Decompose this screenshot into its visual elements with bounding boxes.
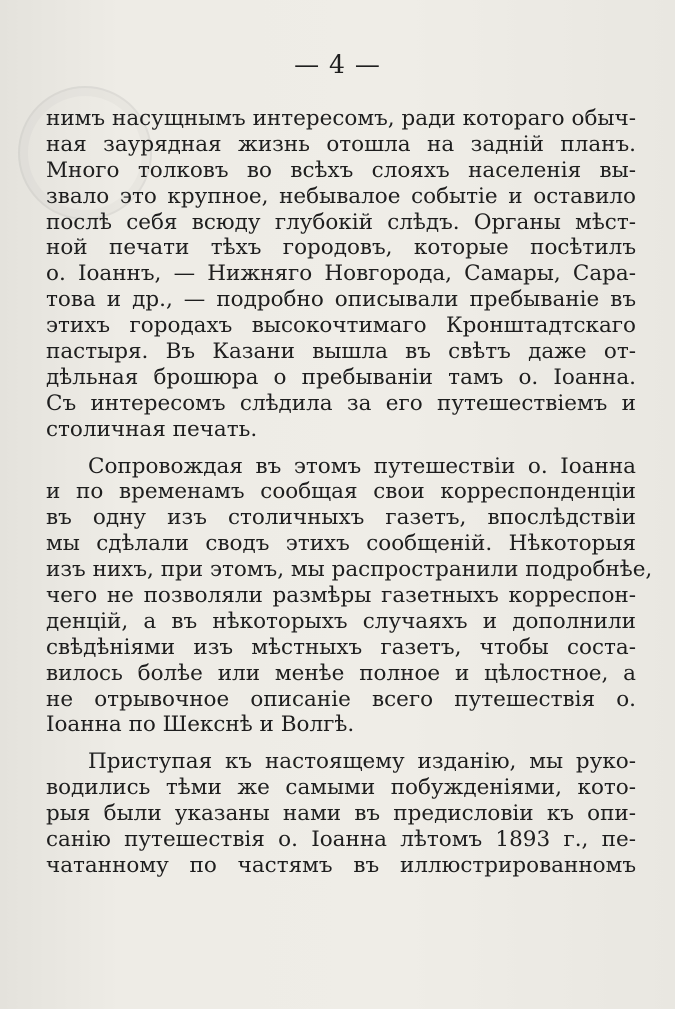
text-line: изъ нихъ, при этомъ, мы распространили подробнѣе,	[46, 557, 653, 583]
text-line: пастыря. Въ Казани вышла въ свѣтъ даже от-	[46, 339, 636, 365]
text-line: чего не позволяли размѣры газетныхъ корреспон-	[46, 583, 636, 609]
text-line: въ одну изъ столичныхъ газетъ, впослѣдствіи	[46, 505, 636, 531]
text-line: чатанному по частямъ въ иллюстрированномъ	[46, 852, 636, 878]
text-line: рыя были указаны нами въ предисловіи къ опи-	[46, 801, 636, 827]
text-line: ной печати тѣхъ городовъ, которые посѣтилъ	[46, 235, 636, 261]
text-line: и по временамъ сообщая свои корреспонденціи	[46, 479, 636, 505]
text-line: дѣльная брошюра о пребываніи тамъ о. Іоанна.	[46, 364, 636, 390]
text-line: столичная печать.	[46, 416, 258, 442]
page-body-text	[46, 106, 653, 879]
paragraph-gap	[46, 443, 636, 454]
text-line: этихъ городахъ высокочтимаго Кронштадтскаго	[46, 313, 636, 339]
text-line: послѣ себя всюду глубокій слѣдъ. Органы мѣст-	[46, 209, 636, 235]
text-line: водились тѣми же самыми побужденіями, кото-	[46, 775, 636, 801]
text-line: Приступая къ настоящему изданію, мы руко-	[88, 749, 636, 775]
text-line: санію путешествія о. Іоанна лѣтомъ 1893 г., пе-	[46, 827, 636, 853]
text-line: Іоанна по Шекснѣ и Волгѣ.	[46, 712, 355, 738]
text-line: Съ интересомъ слѣдила за его путешествіемъ и	[46, 390, 636, 416]
text-line: о. Іоаннъ, — Нижняго Новгорода, Самары, Сара-	[46, 261, 636, 287]
text-line: нимъ насущнымъ интересомъ, ради котораго обыч-	[46, 106, 636, 131]
text-line: не отрывочное описаніе всего путешествія о.	[46, 686, 636, 712]
text-line: звало это крупное, небывалое событіе и оставило	[46, 183, 636, 209]
paragraph-gap	[46, 738, 636, 749]
text-line: мы сдѣлали сводъ этихъ сообщеній. Нѣкоторыя	[46, 531, 636, 557]
text-line: това и др., — подробно описывали пребываніе въ	[46, 287, 636, 313]
page-number: — 4 —	[294, 50, 381, 79]
text-line: свѣдѣніями изъ мѣстныхъ газетъ, чтобы соста-	[46, 634, 636, 660]
text-line: денцій, а въ нѣкоторыхъ случаяхъ и дополнили	[46, 608, 636, 634]
text-line: Много толковъ во всѣхъ слояхъ населенія вы-	[46, 157, 636, 183]
text-line: Сопровождая въ этомъ путешествіи о. Іоанна	[88, 453, 636, 479]
text-line: ная заурядная жизнь отошла на задній планъ.	[46, 131, 636, 157]
text-line: вилось болѣе или менѣе полное и цѣлостное, а	[46, 660, 636, 686]
